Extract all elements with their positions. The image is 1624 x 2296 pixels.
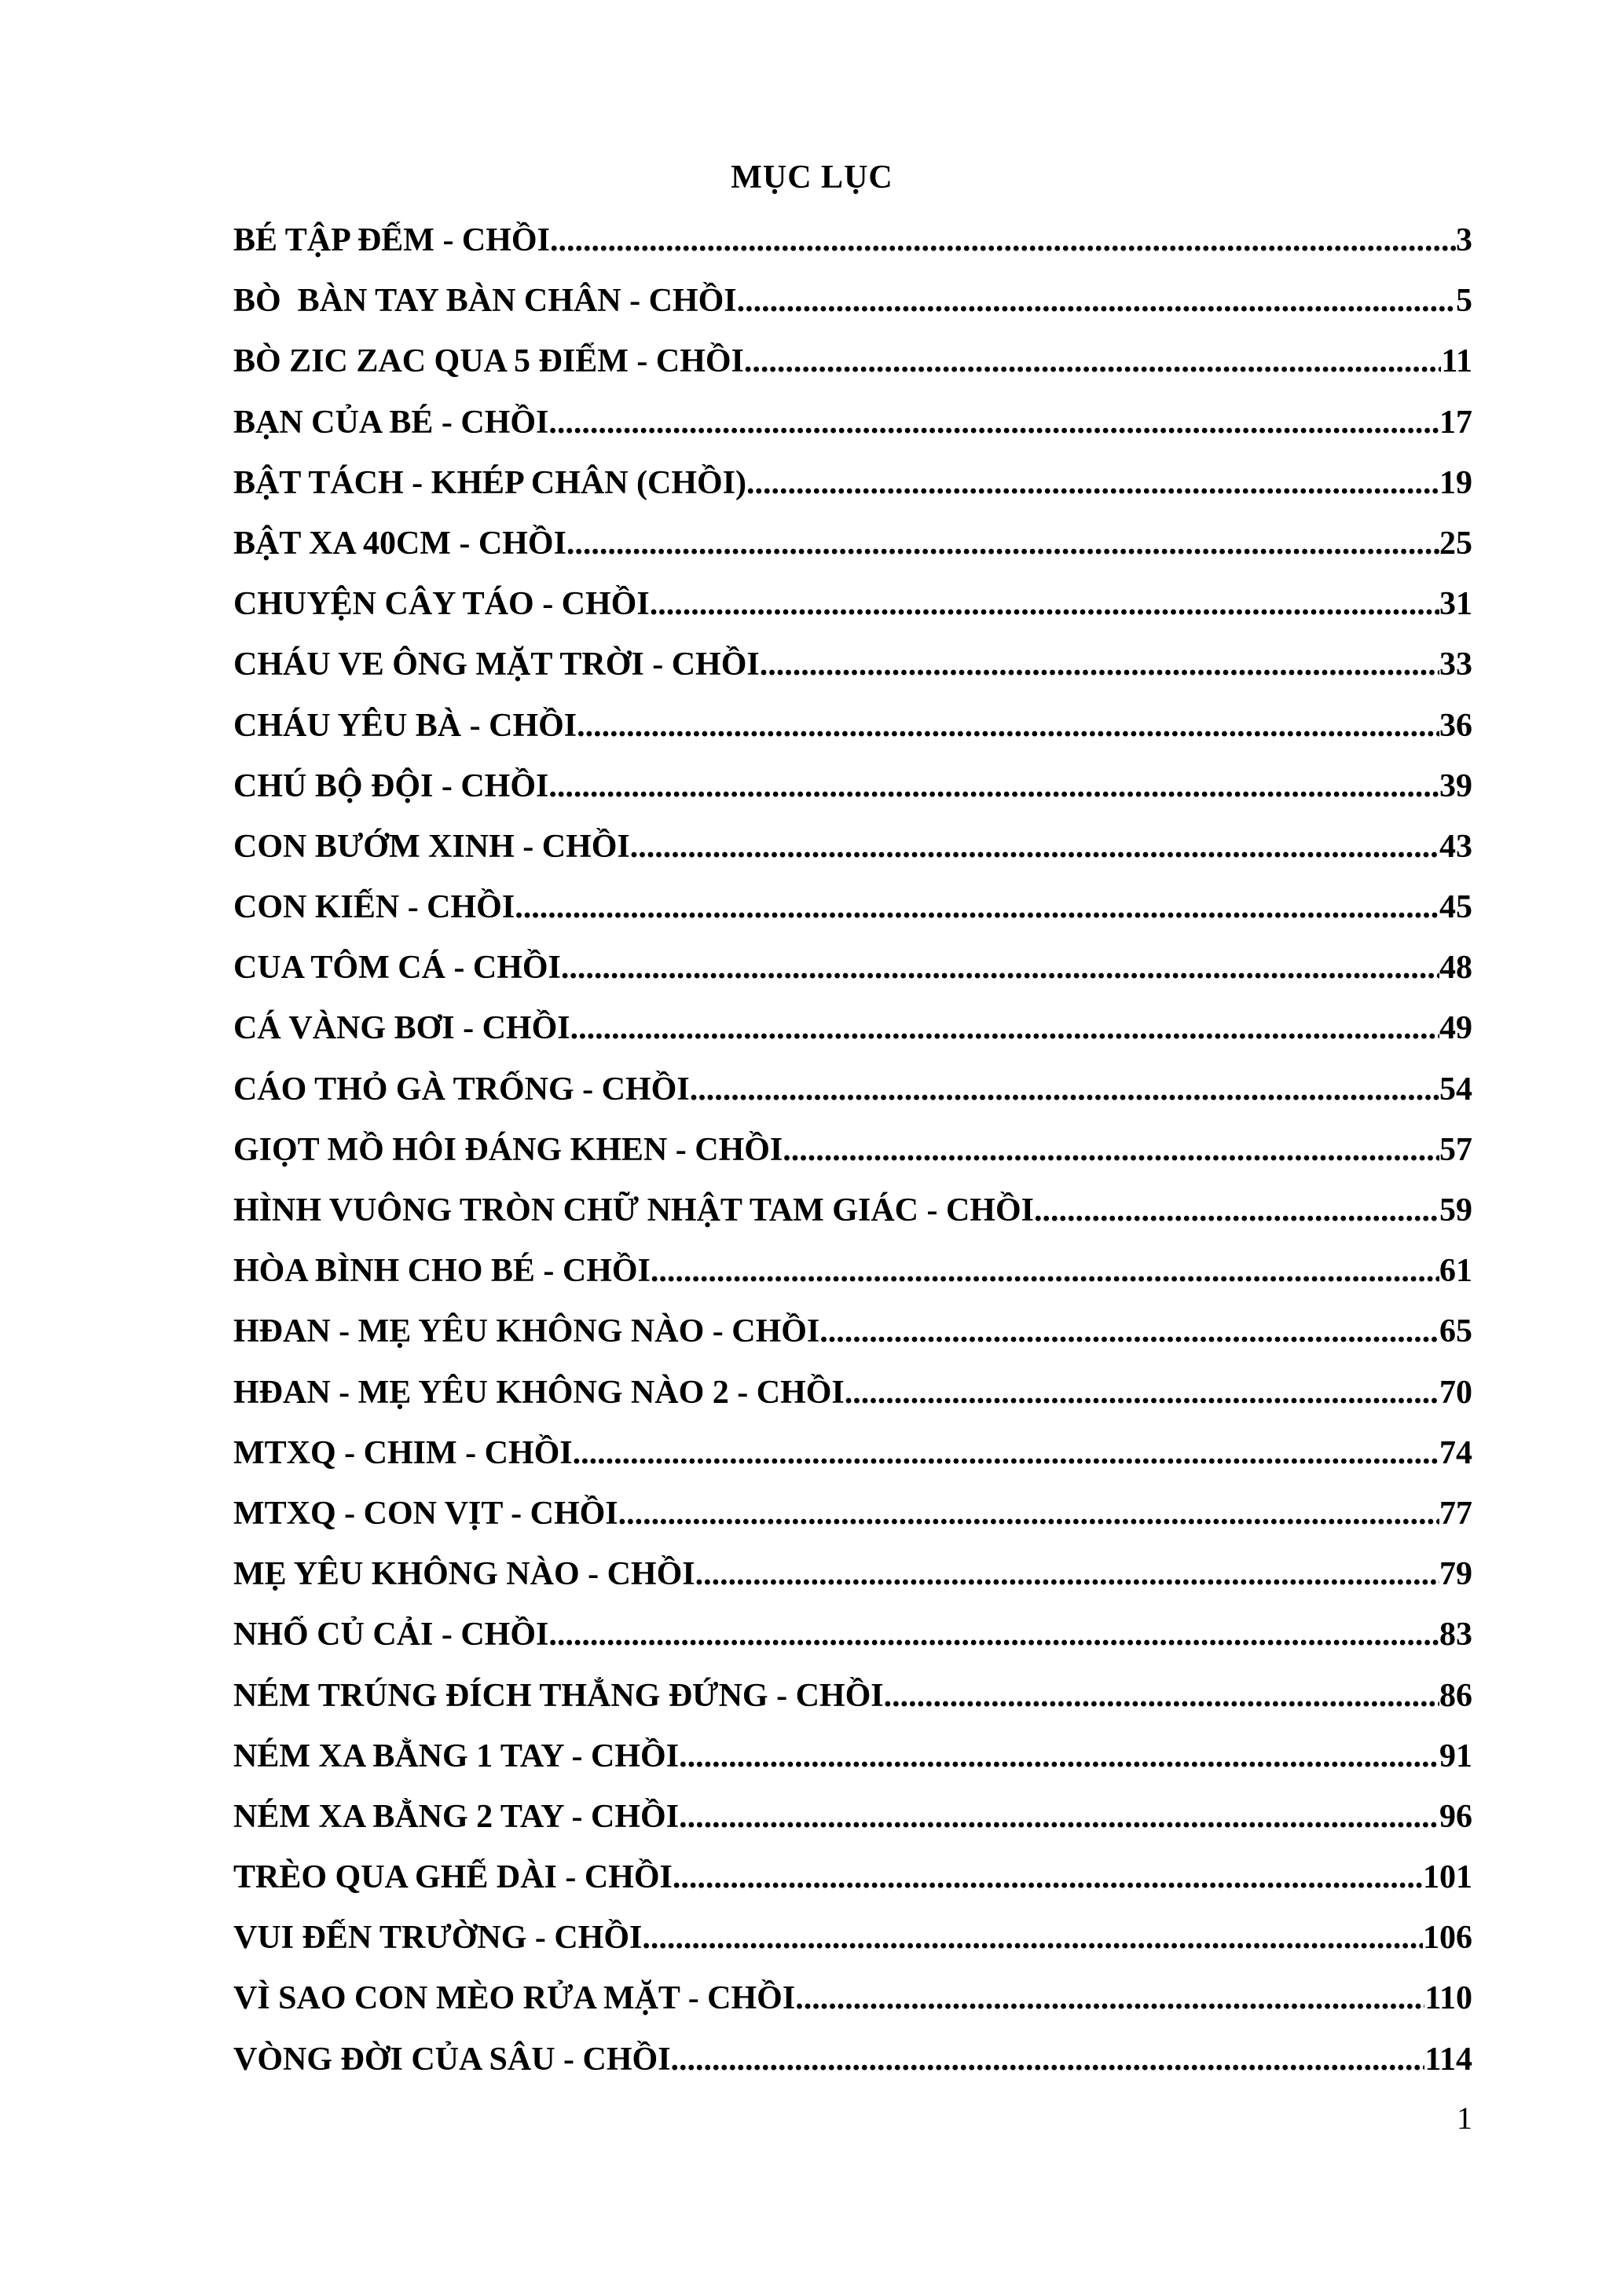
toc-dot-leader bbox=[515, 888, 1439, 926]
toc-entry-title: MẸ YÊU KHÔNG NÀO - CHỒI bbox=[233, 1556, 695, 1593]
toc-entry-title: CON BƯỚM XINH - CHỒI bbox=[233, 828, 630, 865]
page-title: MỤC LỤC bbox=[731, 159, 893, 196]
toc-entry-page-number: 79 bbox=[1439, 1556, 1472, 1593]
toc-entry[interactable] bbox=[233, 1009, 1472, 1070]
toc-entry-page-number: 48 bbox=[1439, 950, 1472, 987]
toc-entry[interactable] bbox=[233, 1434, 1472, 1495]
toc-entry[interactable] bbox=[233, 646, 1472, 706]
toc-entry-page-number: 57 bbox=[1439, 1131, 1472, 1168]
toc-entry-title: CÁO THỎ GÀ TRỐNG - CHỒI bbox=[233, 1071, 690, 1108]
toc-entry[interactable] bbox=[233, 585, 1472, 646]
toc-dot-leader bbox=[1034, 1192, 1439, 1229]
toc-entry[interactable] bbox=[233, 1495, 1472, 1555]
toc-entry-title: NÉM XA BẰNG 1 TAY - CHỒI bbox=[233, 1738, 680, 1774]
toc-entry-title: NÉM XA BẰNG 2 TAY - CHỒI bbox=[233, 1798, 680, 1835]
toc-entry-page-number: 43 bbox=[1439, 828, 1472, 865]
toc-dot-leader bbox=[550, 222, 1456, 259]
toc-entry-page-number: 114 bbox=[1424, 2041, 1472, 2078]
toc-entry[interactable] bbox=[233, 2041, 1472, 2101]
toc-entry-title: CÁ VÀNG BƠI - CHỒI bbox=[233, 1010, 570, 1047]
toc-entry[interactable] bbox=[233, 1858, 1472, 1919]
toc-entry-page-number: 74 bbox=[1439, 1434, 1472, 1471]
toc-entry-title: HÌNH VUÔNG TRÒN CHỮ NHẬT TAM GIÁC - CHỒI bbox=[233, 1192, 1034, 1229]
toc-entry-title: TRÈO QUA GHẾ DÀI - CHỒI bbox=[233, 1859, 673, 1896]
toc-entry-page-number: 77 bbox=[1439, 1495, 1472, 1532]
toc-entry[interactable] bbox=[233, 1313, 1472, 1373]
toc-entry-title: BẠN CỦA BÉ - CHỒI bbox=[233, 404, 549, 441]
toc-entry-page-number: 17 bbox=[1439, 404, 1472, 441]
toc-entry-page-number: 83 bbox=[1439, 1617, 1472, 1653]
toc-entry-title: CUA TÔM CÁ - CHỒI bbox=[233, 950, 561, 987]
toc-entry-title: VUI ĐẾN TRƯỜNG - CHỒI bbox=[233, 1920, 643, 1957]
page-number: 1 bbox=[1457, 2100, 1472, 2136]
toc-entry[interactable] bbox=[233, 525, 1472, 585]
toc-entry[interactable] bbox=[233, 1738, 1472, 1798]
toc-dot-leader bbox=[673, 1858, 1423, 1896]
toc-dot-leader bbox=[690, 1071, 1439, 1108]
toc-dot-leader bbox=[548, 404, 1439, 441]
toc-entry-title: BÒ ZIC ZAC QUA 5 ĐIỂM - CHỒI bbox=[233, 343, 744, 380]
toc-entry[interactable] bbox=[233, 1798, 1472, 1858]
toc-entry-page-number: 59 bbox=[1439, 1192, 1472, 1229]
toc-dot-leader bbox=[737, 282, 1456, 320]
toc-entry[interactable] bbox=[233, 828, 1472, 888]
toc-entry[interactable] bbox=[233, 1131, 1472, 1192]
toc-dot-leader bbox=[548, 767, 1439, 805]
toc-entry-title: MTXQ - CON VỊT - CHỒI bbox=[233, 1495, 618, 1532]
toc-entry-page-number: 45 bbox=[1439, 889, 1472, 926]
toc-dot-leader bbox=[795, 1979, 1424, 2017]
toc-dot-leader bbox=[884, 1677, 1439, 1715]
toc-entry-title: CHUYỆN CÂY TÁO - CHỒI bbox=[233, 586, 650, 623]
toc-entry-title: CHÚ BỘ ĐỘI - CHỒI bbox=[233, 767, 549, 804]
toc-dot-leader bbox=[679, 1738, 1439, 1775]
toc-entry[interactable] bbox=[233, 1919, 1472, 1979]
toc-dot-leader bbox=[783, 1131, 1439, 1169]
toc-entry-title: BẬT TÁCH - KHÉP CHÂN (CHỒI) bbox=[233, 464, 747, 501]
toc-entry[interactable] bbox=[233, 342, 1472, 403]
toc-entry-page-number: 61 bbox=[1439, 1253, 1472, 1290]
toc-entry-title: CHÁU VE ÔNG MẶT TRỜI - CHỒI bbox=[233, 646, 760, 683]
toc-entry-page-number: 110 bbox=[1424, 1980, 1472, 2017]
toc-entry[interactable] bbox=[233, 1071, 1472, 1131]
toc-entry-title: NHỔ CỦ CẢI - CHỒI bbox=[233, 1617, 549, 1653]
toc-entry-page-number: 33 bbox=[1439, 646, 1472, 683]
toc-entry-page-number: 3 bbox=[1456, 222, 1472, 258]
toc-entry[interactable] bbox=[233, 1374, 1472, 1434]
toc-entry-page-number: 86 bbox=[1439, 1677, 1472, 1714]
toc-entry-title: BÉ TẬP ĐẾM - CHỒI bbox=[233, 222, 550, 258]
toc-entry-page-number: 70 bbox=[1439, 1374, 1472, 1411]
toc-entry[interactable] bbox=[233, 1252, 1472, 1313]
toc-entry-title: GIỌT MỒ HÔI ĐÁNG KHEN - CHỒI bbox=[233, 1131, 783, 1168]
toc-entry[interactable] bbox=[233, 1616, 1472, 1676]
toc-entry-page-number: 5 bbox=[1456, 283, 1472, 320]
toc-entry[interactable] bbox=[233, 222, 1472, 282]
toc-dot-leader bbox=[760, 646, 1439, 683]
toc-entry-page-number: 31 bbox=[1439, 586, 1472, 623]
toc-entry-title: HĐAN - MẸ YÊU KHÔNG NÀO 2 - CHỒI bbox=[233, 1374, 845, 1411]
toc-dot-leader bbox=[561, 949, 1439, 987]
toc-dot-leader bbox=[566, 525, 1439, 562]
table-of-contents bbox=[233, 222, 1472, 2101]
toc-dot-leader bbox=[630, 828, 1439, 866]
toc-dot-leader bbox=[746, 464, 1439, 502]
toc-entry[interactable] bbox=[233, 1192, 1472, 1252]
toc-dot-leader bbox=[650, 585, 1439, 623]
toc-dot-leader bbox=[695, 1555, 1439, 1593]
toc-entry-title: CHÁU YÊU BÀ - CHỒI bbox=[233, 707, 577, 744]
toc-dot-leader bbox=[744, 342, 1441, 380]
toc-entry-page-number: 106 bbox=[1423, 1920, 1472, 1957]
toc-dot-leader bbox=[845, 1374, 1439, 1412]
toc-entry-title: VÌ SAO CON MÈO RỬA MẶT - CHỒI bbox=[233, 1980, 796, 2017]
toc-dot-leader bbox=[651, 1252, 1439, 1290]
toc-entry-title: NÉM TRÚNG ĐÍCH THẲNG ĐỨNG - CHỒI bbox=[233, 1677, 884, 1714]
toc-entry[interactable] bbox=[233, 707, 1472, 767]
toc-entry[interactable] bbox=[233, 767, 1472, 828]
toc-entry-title: HÒA BÌNH CHO BÉ - CHỒI bbox=[233, 1253, 651, 1290]
toc-entry[interactable] bbox=[233, 1677, 1472, 1738]
toc-entry[interactable] bbox=[233, 404, 1472, 464]
toc-dot-leader bbox=[642, 1919, 1423, 1957]
toc-entry-page-number: 49 bbox=[1439, 1010, 1472, 1047]
toc-entry-page-number: 54 bbox=[1439, 1071, 1472, 1108]
toc-entry[interactable] bbox=[233, 282, 1472, 342]
toc-entry[interactable] bbox=[233, 888, 1472, 949]
toc-entry-title: CON KIẾN - CHỒI bbox=[233, 889, 515, 926]
toc-entry-title: MTXQ - CHIM - CHỒI bbox=[233, 1434, 573, 1471]
toc-entry-page-number: 39 bbox=[1439, 767, 1472, 804]
toc-entry-page-number: 36 bbox=[1439, 707, 1472, 744]
toc-dot-leader bbox=[570, 1009, 1439, 1047]
toc-entry[interactable] bbox=[233, 1979, 1472, 2040]
toc-entry-title: VÒNG ĐỜI CỦA SÂU - CHỒI bbox=[233, 2041, 671, 2078]
toc-dot-leader bbox=[679, 1798, 1439, 1836]
toc-entry-page-number: 19 bbox=[1439, 464, 1472, 501]
toc-entry-page-number: 96 bbox=[1439, 1798, 1472, 1835]
toc-dot-leader bbox=[671, 2041, 1425, 2078]
toc-entry-page-number: 25 bbox=[1439, 525, 1472, 562]
toc-entry-page-number: 65 bbox=[1439, 1313, 1472, 1350]
toc-entry[interactable] bbox=[233, 464, 1472, 525]
toc-entry[interactable] bbox=[233, 949, 1472, 1009]
toc-entry-page-number: 101 bbox=[1423, 1859, 1472, 1896]
toc-entry[interactable] bbox=[233, 1555, 1472, 1616]
toc-dot-leader bbox=[573, 1434, 1439, 1472]
toc-entry-page-number: 91 bbox=[1439, 1738, 1472, 1774]
toc-entry-title: BẬT XA 40CM - CHỒI bbox=[233, 525, 566, 562]
toc-entry-title: BÒ BÀN TAY BÀN CHÂN - CHỒI bbox=[233, 283, 737, 320]
toc-dot-leader bbox=[577, 707, 1439, 745]
toc-entry-page-number: 11 bbox=[1441, 343, 1472, 380]
toc-entry-title: HĐAN - MẸ YÊU KHÔNG NÀO - CHỒI bbox=[233, 1313, 820, 1350]
toc-dot-leader bbox=[548, 1616, 1439, 1653]
toc-dot-leader bbox=[819, 1313, 1439, 1350]
toc-dot-leader bbox=[618, 1495, 1439, 1532]
